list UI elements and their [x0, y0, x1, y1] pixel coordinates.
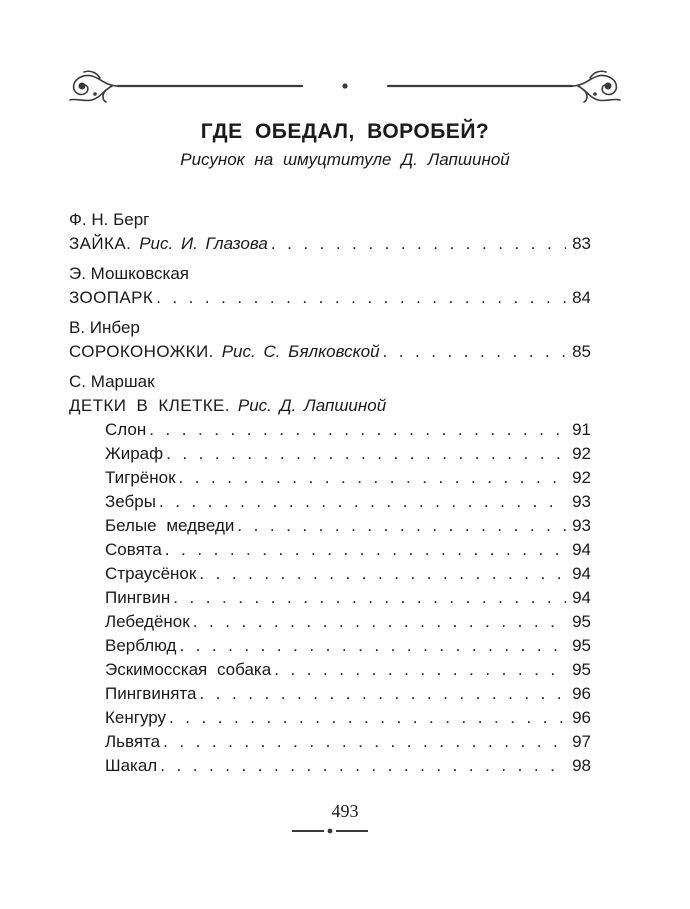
entry-title: ЗООПАРК: [69, 288, 154, 307]
subentry-page: 97: [572, 732, 591, 751]
subentry-page: 93: [572, 516, 591, 535]
toc-subentry[interactable]: [69, 442, 591, 466]
subentry-title: Львята: [105, 732, 161, 751]
leader-dots: [149, 418, 566, 442]
subentry-title: Шакал: [105, 756, 158, 775]
subentry-page: 96: [572, 684, 591, 703]
toc-entry[interactable]: [69, 340, 591, 364]
entry-page: 85: [572, 342, 591, 361]
toc-subentry[interactable]: [69, 682, 591, 706]
toc-entry[interactable]: [69, 286, 591, 310]
subentry-title: Совята: [105, 540, 162, 559]
leader-dots: [159, 490, 566, 514]
leader-dots: [169, 706, 566, 730]
toc-section: [69, 208, 591, 256]
toc-section: [69, 316, 591, 364]
entry-illustrator: Рис. Д. Лапшиной: [237, 396, 387, 415]
author-name: С. Маршак: [69, 372, 155, 391]
header-ornament: [62, 64, 628, 108]
section-subtitle: Рисунок на шмуцтитуле Д. Лапшиной: [180, 150, 510, 169]
subentry-title: Лебедёнок: [105, 612, 190, 631]
subentry-page: 94: [572, 564, 591, 583]
author-name: Э. Мошковская: [69, 264, 190, 283]
toc-subentry[interactable]: [69, 466, 591, 490]
footer-ornament: [290, 826, 370, 836]
subentry-title: Страусёнок: [105, 564, 197, 583]
subentry-page: 95: [572, 660, 591, 679]
subentry-page: 93: [572, 492, 591, 511]
subentry-title: Пингвин: [105, 588, 171, 607]
leader-dots: [156, 286, 566, 310]
toc-subentry[interactable]: [69, 514, 591, 538]
leader-dots: [237, 514, 566, 538]
subentry-title: Жираф: [105, 444, 164, 463]
subentry-page: 91: [572, 420, 591, 439]
subentry-title: Зебры: [105, 492, 156, 511]
toc-subentry[interactable]: [69, 610, 591, 634]
entry-page: 83: [572, 234, 591, 253]
leader-dots: [173, 586, 566, 610]
subentry-page: 94: [572, 588, 591, 607]
author-name: Ф. Н. Берг: [69, 210, 150, 229]
toc-subentry[interactable]: [69, 538, 591, 562]
subentry-page: 92: [572, 444, 591, 463]
toc-subentry[interactable]: [69, 562, 591, 586]
leader-dots: [271, 232, 566, 256]
leader-dots: [165, 538, 566, 562]
toc-subentry[interactable]: [69, 586, 591, 610]
subentry-title: Кенгуру: [105, 708, 167, 727]
leader-dots: [193, 610, 566, 634]
toc-subentry[interactable]: [69, 490, 591, 514]
subentry-title: Пингвинята: [105, 684, 197, 703]
toc-subentry[interactable]: [69, 706, 591, 730]
subentry-title: Верблюд: [105, 636, 177, 655]
toc-entry[interactable]: [69, 394, 591, 418]
entry-page: 84: [572, 288, 591, 307]
subentry-page: 94: [572, 540, 591, 559]
author-name: В. Инбер: [69, 318, 140, 337]
subentry-title: Белые медведи: [105, 516, 235, 535]
entry-illustrator: Рис. С. Бялковской: [221, 342, 380, 361]
leader-dots: [160, 754, 566, 778]
leader-dots: [179, 634, 566, 658]
entry-title: СОРОКОНОЖКИ.: [69, 342, 214, 361]
subentry-page: 92: [572, 468, 591, 487]
entry-title: ДЕТКИ В КЛЕТКЕ.: [69, 396, 230, 415]
leader-dots: [166, 442, 566, 466]
leader-dots: [199, 682, 566, 706]
toc-entry[interactable]: [69, 232, 591, 256]
section-title: ГДЕ ОБЕДАЛ, ВОРОБЕЙ?: [200, 120, 490, 143]
toc-subentry[interactable]: [69, 418, 591, 442]
toc-subentry[interactable]: [69, 730, 591, 754]
toc-section: [69, 262, 591, 310]
leader-dots: [274, 658, 566, 682]
page-number: 493: [331, 801, 359, 821]
toc-subentry[interactable]: [69, 658, 591, 682]
subentry-title: Слон: [105, 420, 147, 439]
subentry-title: Эскимосская собака: [105, 660, 272, 679]
subentry-page: 98: [572, 756, 591, 775]
entry-title: ЗАЙКА.: [69, 234, 132, 253]
leader-dots: [179, 466, 566, 490]
toc-section: [69, 370, 591, 778]
leader-dots: [199, 562, 566, 586]
leader-dots: [383, 340, 566, 364]
subentry-page: 95: [572, 636, 591, 655]
toc-subentry[interactable]: [69, 754, 591, 778]
subentry-page: 95: [572, 612, 591, 631]
subentry-page: 96: [572, 708, 591, 727]
toc-subentry[interactable]: [69, 634, 591, 658]
subentry-title: Тигрёнок: [105, 468, 176, 487]
entry-illustrator: Рис. И. Глазова: [139, 234, 268, 253]
table-of-contents: [69, 208, 591, 784]
leader-dots: [163, 730, 566, 754]
